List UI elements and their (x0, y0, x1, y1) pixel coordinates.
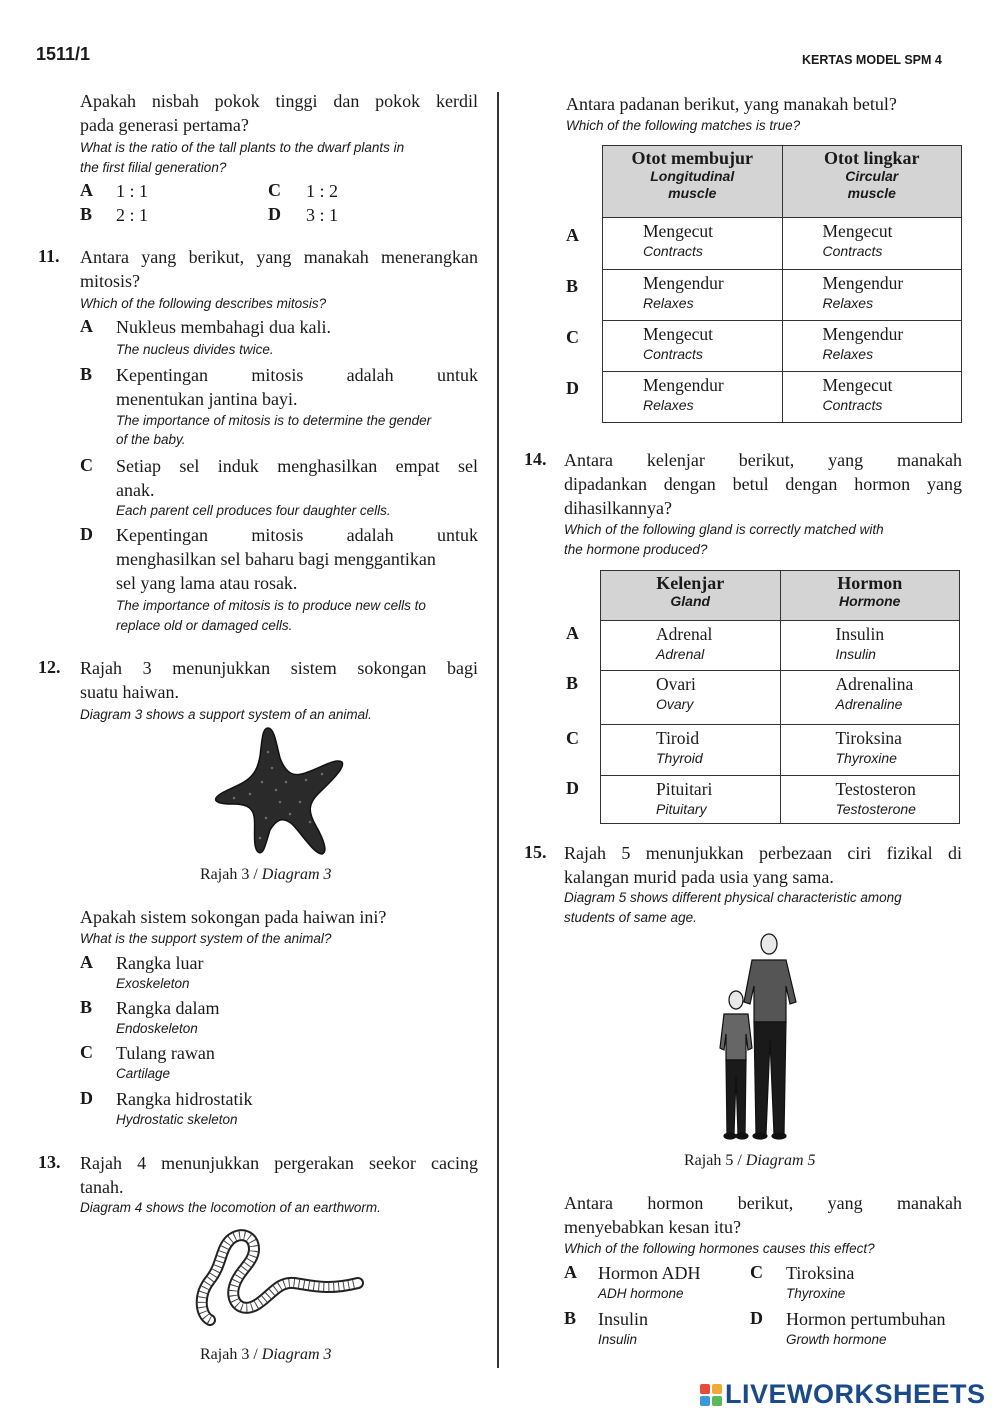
q10-option-b-text[interactable]: 2 : 1 (116, 205, 149, 225)
q15-option-a-letter[interactable]: A (564, 1262, 577, 1282)
q13-option-c-letter[interactable]: C (566, 327, 579, 347)
q15-option-a-en: ADH hormone (598, 1286, 684, 1301)
q14-stem-line3: dihasilkannya? (564, 498, 672, 518)
q13-stem-en: Diagram 4 shows the locomotion of an earthworm. (80, 1200, 381, 1215)
table-row: Mengendur Relaxes Mengendur Relaxes (603, 270, 962, 321)
q14-stem-en-line2: the hormone produced? (564, 542, 708, 557)
q12-option-d-ms[interactable]: Rangka hidrostatik (116, 1089, 253, 1109)
q14-option-c-letter[interactable]: C (566, 728, 579, 748)
q10-option-d-text[interactable]: 3 : 1 (306, 205, 339, 225)
q10-stem-en-line1: What is the ratio of the tall plants to the dwarf plants in (80, 140, 405, 155)
q12-stem-en: Diagram 3 shows a support system of an animal. (80, 707, 372, 722)
q10-option-b-letter[interactable]: B (80, 204, 93, 224)
q13-option-a-letter[interactable]: A (566, 225, 579, 245)
q11-option-a-letter[interactable]: A (80, 316, 93, 336)
paper-title: KERTAS MODEL SPM 4 (802, 53, 942, 67)
q15-option-c-en: Thyroxine (786, 1286, 846, 1301)
q11-option-b-letter[interactable]: B (80, 364, 93, 384)
q12-caption: Rajah 3 / Diagram 3 (200, 866, 332, 883)
q15-caption: Rajah 5 / Diagram 5 (684, 1152, 816, 1169)
q11-stem-line2: mitosis? (80, 271, 141, 291)
earthworm-image (190, 1225, 370, 1335)
q15-question-line2: menyebabkan kesan itu? (564, 1217, 741, 1237)
q13-question: Antara padanan berikut, yang manakah betul? (566, 94, 897, 114)
q12-option-a-en: Exoskeleton (116, 976, 190, 991)
q15-question-line1: Antara hormon berikut, yang manakah (564, 1193, 962, 1213)
q11-stem-line1: Antara yang berikut, yang manakah menerangkan (80, 247, 478, 267)
q11-option-d-en-line1: The importance of mitosis is to produce new cells to (116, 598, 426, 613)
q10-option-d-letter[interactable]: D (268, 204, 281, 224)
starfish-image (210, 722, 370, 862)
q14-table (600, 570, 960, 824)
q15-option-d-ms[interactable]: Hormon pertumbuhan (786, 1309, 946, 1329)
q13-stem-line1: Rajah 4 menunjukkan pergerakan seekor cacing (80, 1153, 478, 1173)
q11-option-d-en-line2: replace old or damaged cells. (116, 618, 293, 633)
q12-option-d-letter[interactable]: D (80, 1088, 93, 1108)
q12-stem-line2: suatu haiwan. (80, 682, 179, 702)
q15-stem-en-line2: students of same age. (564, 910, 697, 925)
q12-option-d-en: Hydrostatic skeleton (116, 1112, 238, 1127)
q11-option-d-ms-line1[interactable]: Kepentingan mitosis adalah untuk (116, 525, 478, 545)
q14-stem-line2: dipadankan dengan betul dengan hormon yang (564, 474, 962, 494)
q11-option-d-ms-line2[interactable]: menghasilkan sel baharu bagi menggantikan (116, 549, 436, 569)
q13-question-en: Which of the following matches is true? (566, 118, 801, 133)
q11-option-d-letter[interactable]: D (80, 524, 93, 544)
q14-stem-en-line1: Which of the following gland is correctly matched with (564, 522, 884, 537)
q13-number: 13. (38, 1152, 61, 1172)
liveworksheets-brand: LIVEWORKSHEETS (725, 1379, 986, 1409)
q14-option-b-letter[interactable]: B (566, 673, 579, 693)
liveworksheets-icon (700, 1384, 722, 1406)
q13-option-d-letter[interactable]: D (566, 378, 579, 398)
q13-option-b-letter[interactable]: B (566, 276, 579, 296)
q15-stem-line1: Rajah 5 menunjukkan perbezaan ciri fizikal di (564, 843, 962, 863)
q15-option-c-letter[interactable]: C (750, 1262, 763, 1282)
table-row: Mengendur Relaxes Mengecut Contracts (603, 372, 962, 423)
q11-option-c-en: Each parent cell produces four daughter cells. (116, 503, 391, 518)
q12-question-en: What is the support system of the animal? (80, 931, 332, 946)
q12-option-b-en: Endoskeleton (116, 1021, 198, 1036)
q12-option-a-letter[interactable]: A (80, 952, 93, 972)
q12-number: 12. (38, 657, 61, 677)
q12-question: Apakah sistem sokongan pada haiwan ini? (80, 907, 387, 927)
q11-option-b-ms-line1[interactable]: Kepentingan mitosis adalah untuk (116, 365, 478, 385)
q15-question-en: Which of the following hormones causes this effect? (564, 1241, 875, 1256)
q11-stem-en: Which of the following describes mitosis? (80, 296, 327, 311)
students-image (712, 930, 812, 1142)
q14-number: 14. (524, 449, 547, 469)
q13-stem-line2: tanah. (80, 1177, 124, 1197)
q10-stem-line1: Apakah nisbah pokok tinggi dan pokok kerdil (80, 91, 478, 111)
table-row: Ovari Ovary Adrenalina Adrenaline (601, 671, 960, 725)
q13-caption: Rajah 3 / Diagram 3 (200, 1346, 332, 1363)
q11-option-b-en-line2: of the baby. (116, 432, 186, 447)
q11-option-d-ms-line3[interactable]: sel yang lama atau rosak. (116, 573, 298, 593)
q15-option-b-en: Insulin (598, 1332, 638, 1347)
table-row: Tiroid Thyroid Tiroksina Thyroxine (601, 725, 960, 776)
q12-option-c-en: Cartilage (116, 1066, 171, 1081)
q15-option-c-ms[interactable]: Tiroksina (786, 1263, 855, 1283)
q12-option-b-ms[interactable]: Rangka dalam (116, 998, 220, 1018)
q13-head-circular: Otot lingkar Circular muscle (782, 146, 962, 218)
table-row: Adrenal Adrenal Insulin Insulin (601, 621, 960, 671)
q15-option-b-ms[interactable]: Insulin (598, 1309, 649, 1329)
q15-number: 15. (524, 842, 547, 862)
q14-head-gland: Kelenjar Gland (601, 571, 781, 621)
q12-option-b-letter[interactable]: B (80, 997, 93, 1017)
q10-option-a-text[interactable]: 1 : 1 (116, 181, 149, 201)
q13-head-longitudinal: Otot membujur Longitudinal muscle (603, 146, 783, 218)
q11-number: 11. (38, 246, 60, 266)
table-row: Pituitari Pituitary Testosteron Testosterone (601, 776, 960, 824)
table-row: Mengecut Contracts Mengendur Relaxes (603, 321, 962, 372)
q14-head-hormone: Hormon Hormone (780, 571, 960, 621)
q11-option-b-en-line1: The importance of mitosis is to determine the gender (116, 413, 432, 428)
liveworksheets-logo[interactable] (700, 1379, 986, 1410)
q15-option-a-ms[interactable]: Hormon ADH (598, 1263, 701, 1283)
q11-option-c-letter[interactable]: C (80, 455, 93, 475)
q10-option-c-text[interactable]: 1 : 2 (306, 181, 339, 201)
q13-table (602, 145, 962, 423)
q15-option-d-en: Growth hormone (786, 1332, 887, 1347)
q10-option-a-letter[interactable]: A (80, 180, 93, 200)
q12-stem-line1: Rajah 3 menunjukkan sistem sokongan bagi (80, 658, 478, 678)
q10-stem-line2: pada generasi pertama? (80, 115, 249, 135)
table-row: Mengecut Contracts Mengecut Contracts (603, 218, 962, 270)
q11-option-a-ms[interactable]: Nukleus membahagi dua kali. (116, 317, 331, 337)
q15-stem-en-line1: Diagram 5 shows different physical characteristic among (564, 890, 902, 905)
q14-option-a-letter[interactable]: A (566, 623, 579, 643)
q14-stem-line1: Antara kelenjar berikut, yang manakah (564, 450, 962, 470)
q11-option-c-ms-line1[interactable]: Setiap sel induk menghasilkan empat sel (116, 456, 478, 476)
column-divider (497, 92, 499, 1368)
q10-option-c-letter[interactable]: C (268, 180, 281, 200)
q11-option-c-ms-line2[interactable]: anak. (116, 480, 155, 500)
q11-option-b-ms-line2[interactable]: menentukan jantina bayi. (116, 389, 298, 409)
q14-option-d-letter[interactable]: D (566, 778, 579, 798)
q15-option-b-letter[interactable]: B (564, 1308, 577, 1328)
q12-option-c-ms[interactable]: Tulang rawan (116, 1043, 215, 1063)
q15-stem-line2: kalangan murid pada usia yang sama. (564, 867, 834, 887)
q10-stem-en-line2: the first filial generation? (80, 160, 227, 175)
q15-option-d-letter[interactable]: D (750, 1308, 763, 1328)
paper-code: 1511/1 (36, 44, 91, 64)
q12-option-a-ms[interactable]: Rangka luar (116, 953, 204, 973)
q11-option-a-en: The nucleus divides twice. (116, 342, 274, 357)
q12-option-c-letter[interactable]: C (80, 1042, 93, 1062)
